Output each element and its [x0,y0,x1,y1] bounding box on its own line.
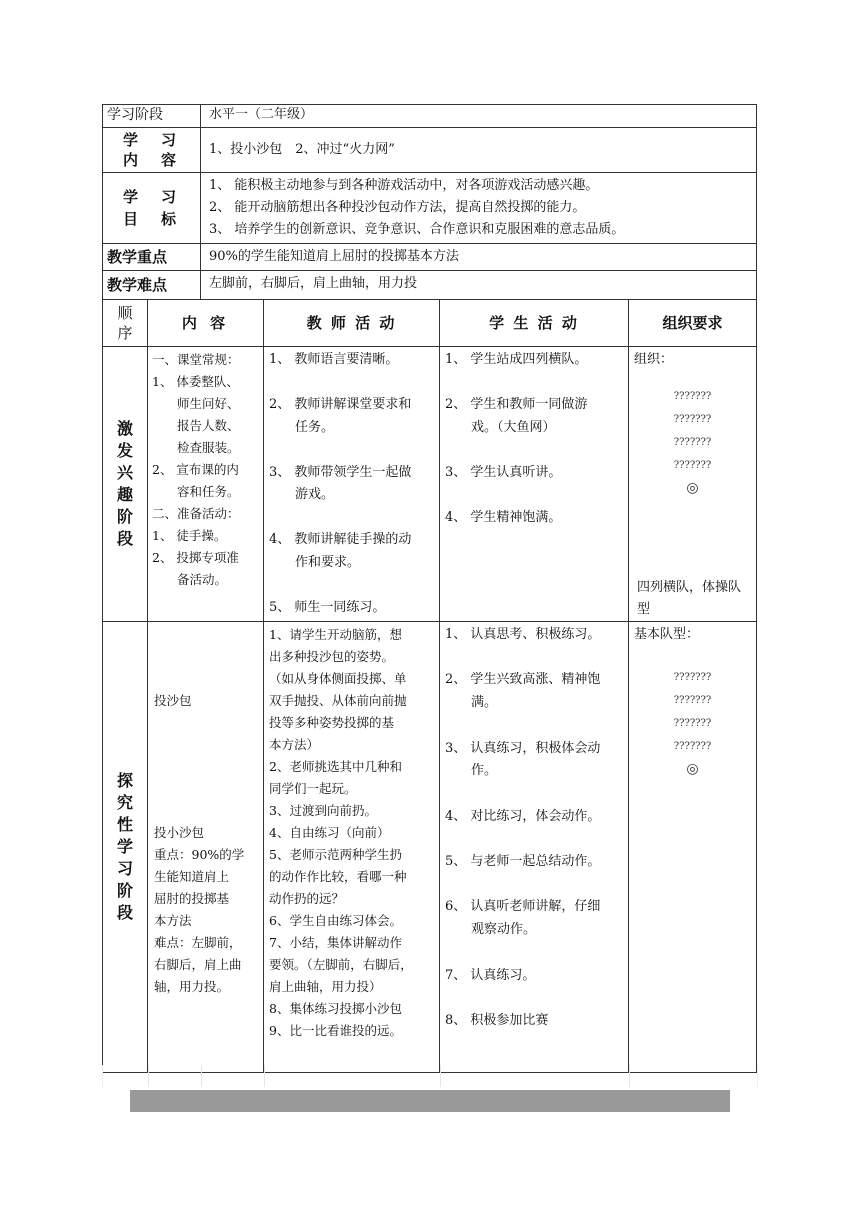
row-goals [103,173,757,244]
stage1-org-footer: 四列横队，体操队型 [637,580,742,617]
formation-diagram [634,385,751,500]
content-label [103,128,201,173]
goals-list [201,173,757,244]
content-label-1: 学 习 [122,131,180,149]
formation-row: ??????? [673,437,712,448]
stage2-teacher-line: 2、老师挑选其中几种和 [269,759,402,774]
stage2-teacher-line: 8、集体练习投掷小沙包 [269,1001,402,1016]
grid-line [148,1065,149,1087]
stage2-content-line: 生能知道肩上 [154,869,230,884]
focus-label: 教学重点 [103,244,201,271]
stage2-content [148,622,264,1073]
stage-label: 学习阶段 [103,105,201,128]
stage1-content-line: 备活动。 [152,572,228,587]
stage2-teacher-line: （如从身体侧面投掷、单 [269,671,407,686]
stage1-org-title: 组织： [634,352,674,367]
stage1-teacher-line: 任务。 [269,419,335,435]
table-continuation-grid [102,1065,758,1087]
stage2-student-line [445,942,623,965]
stage2-char: 学 [116,837,133,856]
stage2-char: 段 [116,903,133,922]
page-footer-bar [130,1090,730,1112]
formation-row: ??????? [673,741,712,752]
stage1-content-line: 1、 体委整队、 [152,374,239,389]
stage2-student-line [445,647,623,670]
difficulty-label: 教学难点 [103,271,201,300]
stage1-teacher-line: 作和要求。 [269,554,361,570]
goal-item: 3、 培养学生的创新意识、竞争意识、合作意识和克服困难的意志品质。 [209,222,625,237]
header-row [103,300,757,347]
stage2-student-line: 1、 认真思考、积极练习。 [445,627,601,642]
stage2-org [629,622,757,1073]
stage-value: 水平一（二年级） [201,105,757,128]
row-difficulty [103,271,757,300]
formation-row: ??????? [673,672,712,683]
stage2-teacher-line: 投等多种姿势投掷的基 [269,715,395,730]
stage2-content-line: 轴，用力投。 [154,979,230,994]
row-content [103,128,757,173]
stage1-char: 阶 [116,507,133,526]
goal-item: 1、 能积极主动地参与到各种游戏活动中，对各项游戏活动感兴趣。 [209,178,599,193]
stage2-teacher-line: 5、老师示范两种学生扔 [269,847,402,862]
stage1-content-line: 师生问好、 [152,396,240,411]
stage1-student-line [445,439,623,462]
goal-label-2: 目 标 [122,210,180,228]
stage2-teacher-line: 双手抛投、从体前向前抛 [269,693,407,708]
stage2-student-line: 3、 认真练习，积极体会动 [445,740,601,756]
grid-line [201,1065,202,1087]
content-value: 1、投小沙包 2、冲过“火力网” [201,128,757,173]
stage2-student-line: 5、 与老师一起总结动作。 [445,854,601,870]
stage2-teacher-line: 7、小结，集体讲解动作 [269,935,402,950]
row-focus [103,244,757,271]
stage2-student-line: 6、 认真听老师讲解，仔细 [445,899,601,915]
stage1-student-line: 1、 学生站成四列横队。 [445,352,588,367]
focus-value: 90%的学生能知道肩上屈肘的投掷基本方法 [201,244,757,271]
stage2-student-line: 2、 学生兴致高涨、精神饱 [445,672,601,688]
stage2-student-line: 4、 对比练习，体会动作。 [445,808,601,824]
stage1-content-line: 2、 投掷专项准 [152,550,239,565]
stage1-content-line: 报告人数、 [152,418,240,433]
stage1-student-line: 2、 学生和教师一同做游 [445,397,588,412]
stage1-teacher-line: 5、 师生一同练习。 [269,599,386,615]
stage2-org-title: 基本队型： [634,627,700,642]
stage2-char: 习 [116,859,133,878]
stage1-teacher-line [269,574,434,597]
stage2-student-line: 7、 认真练习。 [445,967,536,983]
stage1-teacher-line: 2、 教师讲解课堂要求和 [269,397,412,412]
stage1-teacher-line [269,372,434,395]
stage1-content-line: 1、 徒手操。 [152,528,227,543]
stage2-student-line: 观察动作。 [445,922,537,938]
stage2-content-line: 本方法 [154,913,192,928]
stage1-teacher [264,347,440,622]
stage1-teacher-line: 1、 教师语言要清晰。 [269,352,399,367]
stage1-name [103,347,148,622]
stage2-teacher-line: 同学们一起玩。 [269,781,357,796]
stage2-teacher-line: 本方法） [269,737,320,752]
stage2-content-line: 屈肘的投掷基 [154,891,230,906]
stage2-teacher [264,622,440,1073]
header-content: 内 容 [148,300,264,347]
goal-label-1: 学 习 [122,188,180,206]
goal-item: 2、 能开动脑筋想出各种投沙包动作方法，提高自然投掷的能力。 [209,200,586,215]
stage2-student [440,622,629,1073]
stage2-teacher-line: 出多种投沙包的姿势。 [269,649,395,664]
stage1-teacher-line: 4、 教师讲解徒手操的动 [269,532,412,547]
stage2-teacher-line: 9、比一比看谁投的远。 [269,1023,402,1038]
stage1-teacher-line: 游戏。 [269,487,335,502]
stage1-student [440,347,629,622]
stage1-char: 激 [116,419,133,438]
stage2-teacher-line: 1、请学生开动脑筋，想 [269,627,402,642]
formation-row: ??????? [673,695,712,706]
stage2-teacher-line: 的动作作比较，看哪一种 [269,869,407,884]
formation-row: ??????? [673,460,712,471]
content-label-2: 内 容 [122,151,180,169]
stage2-student-line [445,828,623,851]
formation-row: ??????? [673,391,712,402]
stage2-student-line: 8、 积极参加比赛 [445,1012,549,1028]
goal-label [103,173,201,244]
stage2-content-top: 投沙包 [154,693,192,708]
stage2-student-line [445,783,623,806]
stage1-char: 发 [116,441,133,460]
stage1-row [103,347,757,622]
row-stage [103,105,757,128]
grid-line [264,1065,265,1087]
stage1-char: 趣 [116,485,133,504]
header-org: 组织要求 [629,300,757,347]
stage1-teacher-line [269,507,434,530]
stage1-char: 兴 [116,463,133,482]
stage1-student-line: 3、 学生认真听讲。 [445,464,562,480]
stage2-student-line [445,987,623,1010]
stage2-student-line: 满。 [445,695,498,711]
teacher-position-symbol: ◎ [686,761,699,777]
stage1-student-line: 4、 学生精神饱满。 [445,509,562,525]
stage2-content-line: 投小沙包 [154,825,205,840]
stage1-content-line: 检查服装。 [152,440,240,455]
stage1-content-line: 二、准备活动： [152,506,240,521]
stage1-student-line [445,372,623,395]
teacher-position-symbol: ◎ [686,480,699,496]
stage2-teacher-line: 肩上曲轴，用力投） [269,979,382,994]
stage2-student-line [445,874,623,897]
stage1-org [629,347,757,622]
formation-row: ??????? [673,414,712,425]
stage2-char: 探 [116,771,133,790]
stage2-teacher-line: 4、自由练习（向前） [269,825,390,840]
grid-line [440,1065,441,1087]
formation-diagram [634,666,751,781]
stage1-student-line [445,484,623,507]
stage2-student-line [445,715,623,738]
stage2-row [103,622,757,1073]
header-teacher: 教 师 活 动 [264,300,440,347]
stage2-teacher-line: 6、学生自由练习体会。 [269,913,402,928]
stage2-teacher-line: 动作扔的远？ [269,891,345,906]
stage1-teacher-line: 3、 教师带领学生一起做 [269,464,412,480]
stage2-char: 性 [116,815,133,834]
stage2-student-line: 作。 [445,763,498,779]
stage2-char: 究 [116,793,133,812]
stage1-content [148,347,264,622]
stage1-char: 段 [116,529,133,548]
formation-row: ??????? [673,718,712,729]
header-student: 学 生 活 动 [440,300,629,347]
stage2-teacher-line: 要领。（左脚前，右脚后， [269,957,413,972]
difficulty-value: 左脚前，右脚后，肩上曲轴，用力投 [201,271,757,300]
lesson-plan-table [102,104,757,1073]
stage2-content-line: 重点：90%的学 [154,847,245,862]
stage1-teacher-line [269,439,434,462]
grid-line [629,1065,630,1087]
stage2-name [103,622,148,1073]
stage2-content-line: 难点：左脚前， [154,935,242,950]
stage1-content-line: 容和任务。 [152,484,240,499]
stage2-teacher-line: 3、过渡到向前扔。 [269,803,377,818]
stage2-content-line: 右脚后，肩上曲 [154,957,242,972]
stage2-char: 阶 [116,881,133,900]
stage1-content-line: 2、 宣布课的内 [152,462,239,477]
header-order: 顺序 [103,300,148,347]
stage1-student-line: 戏。（大鱼网） [445,419,556,435]
stage1-content-line: 一、课堂常规： [152,352,240,367]
